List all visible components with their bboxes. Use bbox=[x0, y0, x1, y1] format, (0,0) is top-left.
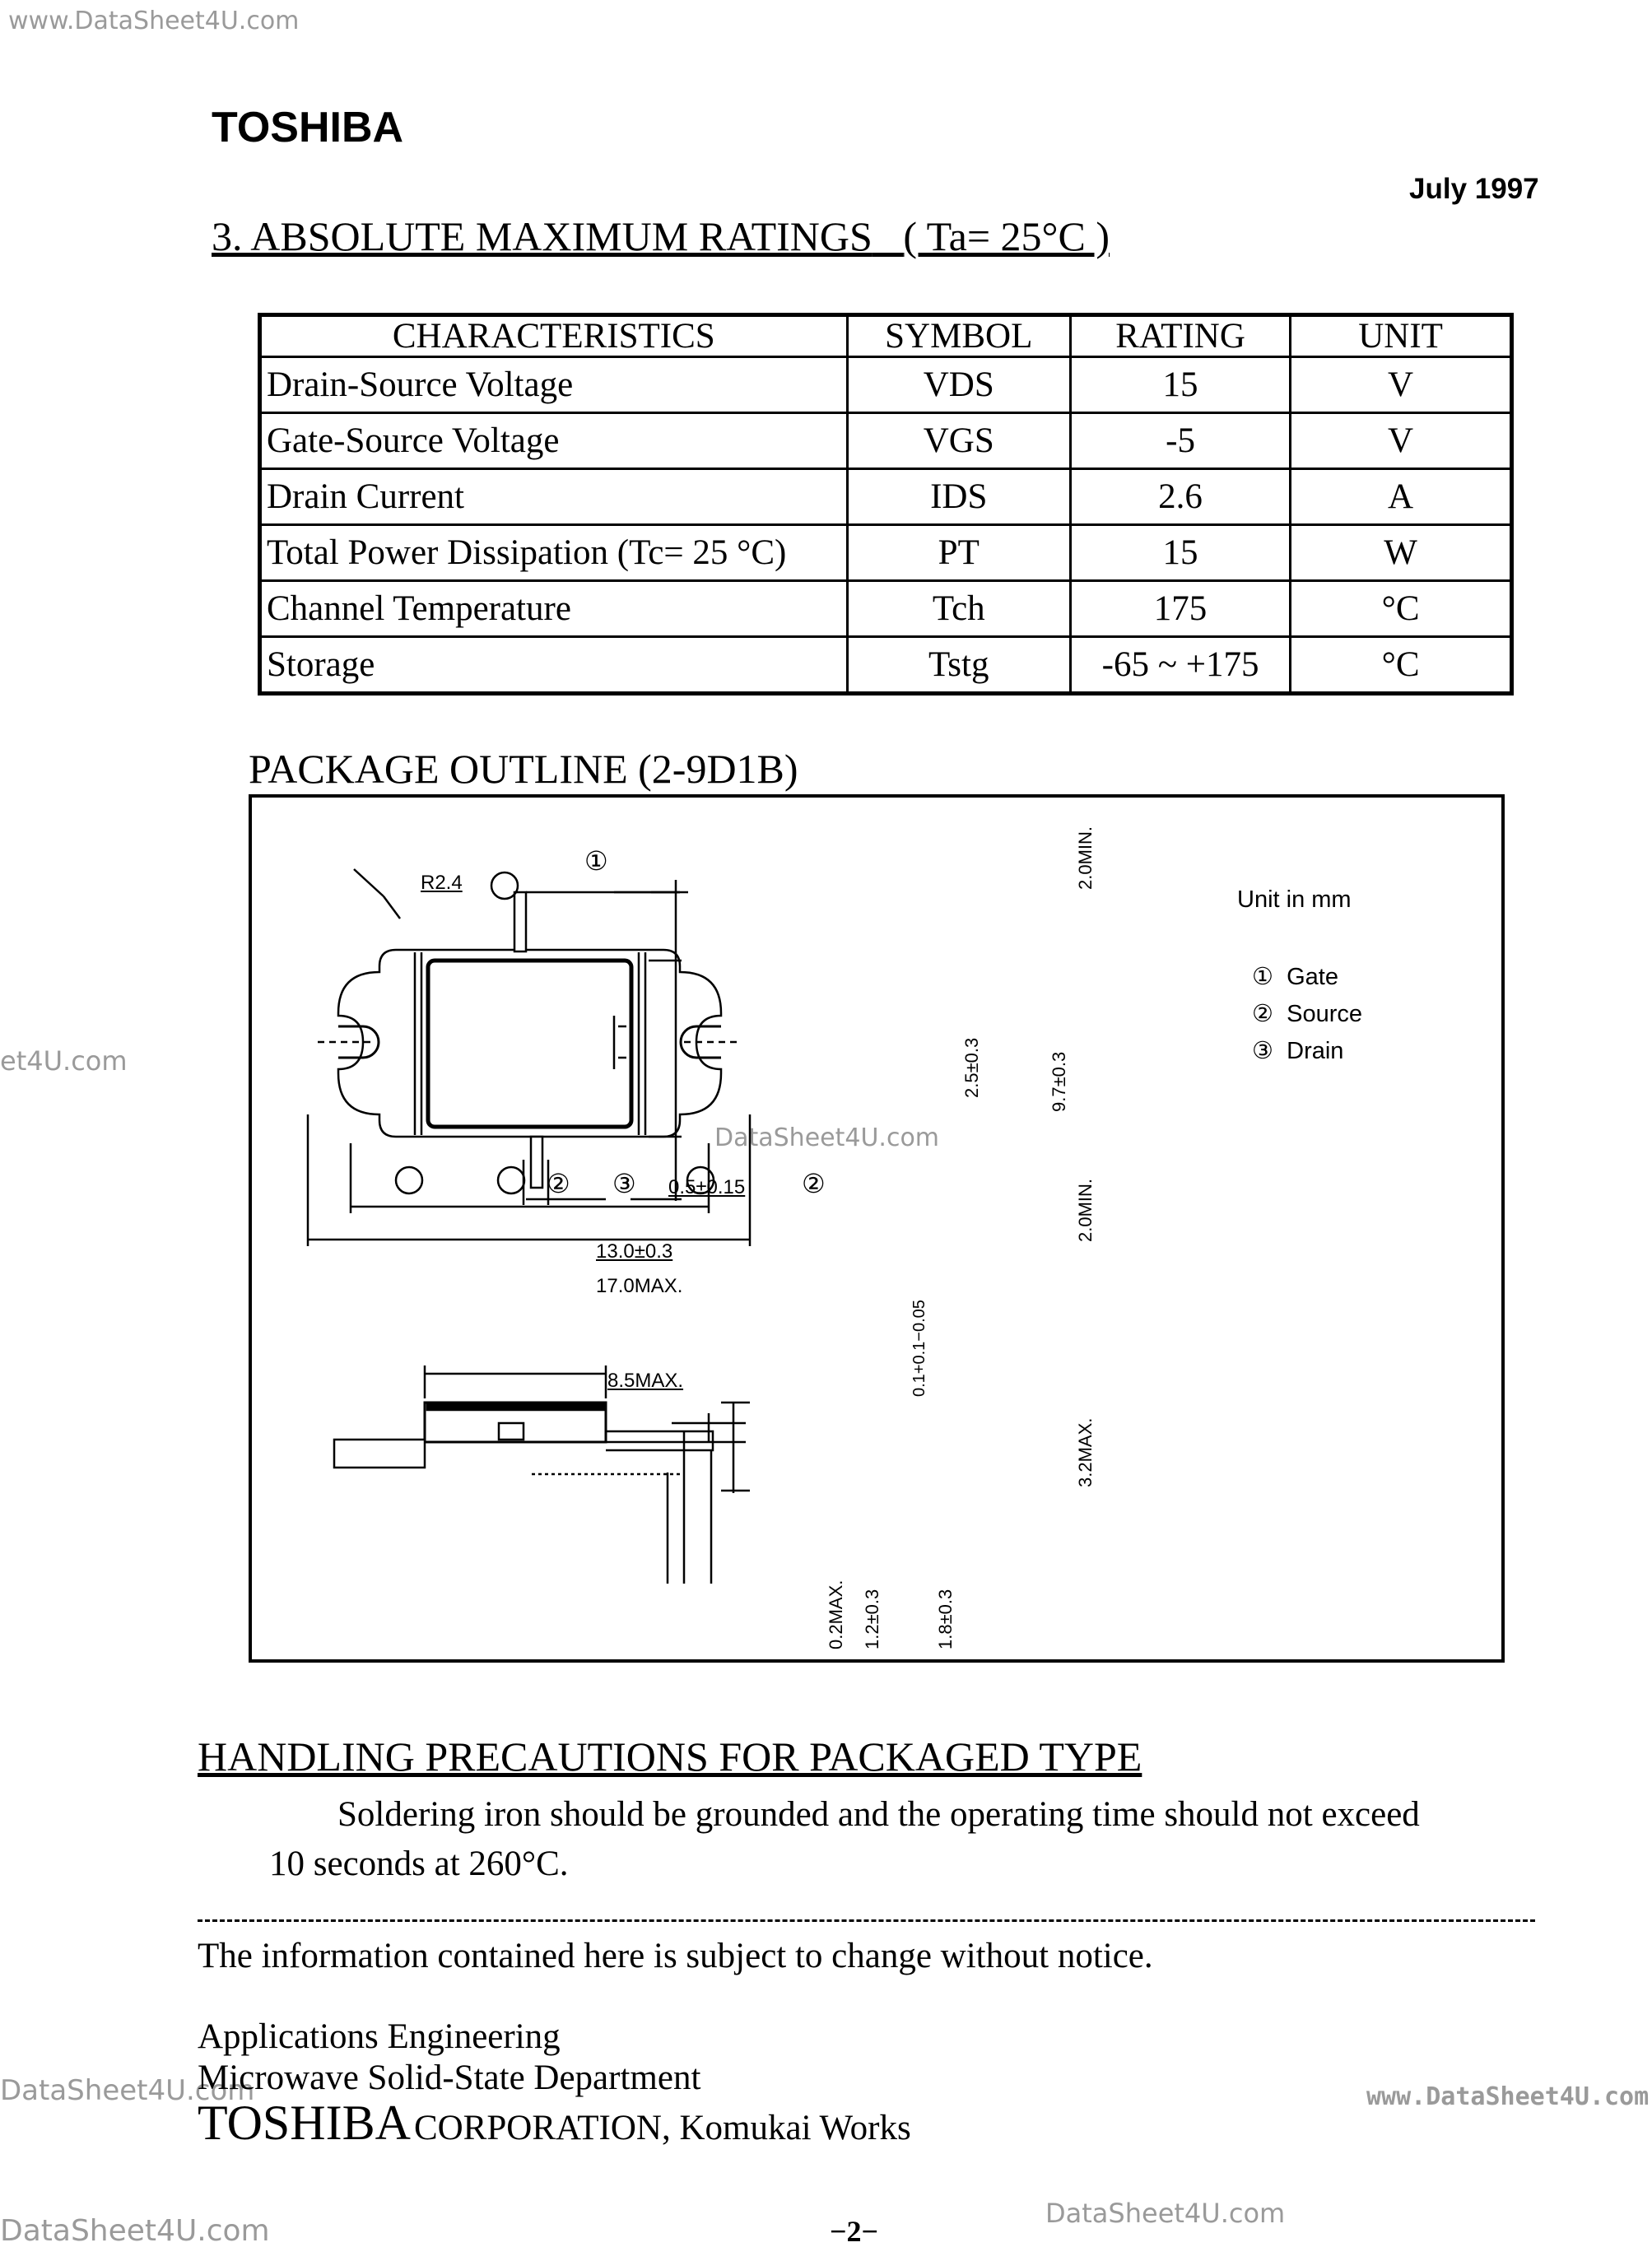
dashed-divider bbox=[198, 1919, 1535, 1922]
watermark-bottom-left: DataSheet4U.com bbox=[0, 2074, 255, 2107]
pin-marker-gate: ① bbox=[584, 846, 608, 876]
flange-outline bbox=[338, 950, 721, 1137]
handling-text-line2: 10 seconds at 260°C. bbox=[269, 1845, 569, 1883]
dim-bottom-lead-min: 2.0MIN. bbox=[1075, 1178, 1096, 1242]
legend-item-gate bbox=[1252, 962, 1338, 991]
cell-rating: -65 ~ +175 bbox=[1070, 636, 1290, 693]
dim-radius: R2.4 bbox=[421, 872, 463, 894]
legend-marker: ③ bbox=[1252, 1038, 1273, 1064]
watermark-bottom-right: www.DataSheet4U.com bbox=[1366, 2082, 1650, 2111]
drain-lead bbox=[531, 1137, 542, 1188]
watermark-center: DataSheet4U.com bbox=[714, 1124, 940, 1152]
legend-label: Source bbox=[1287, 1001, 1363, 1027]
side-cap bbox=[427, 1403, 604, 1410]
ratings-title-text: 3. ABSOLUTE MAXIMUM RATINGS bbox=[212, 213, 873, 259]
table-row bbox=[260, 357, 1512, 413]
cell-rating: 15 bbox=[1070, 357, 1290, 413]
brand-logo: TOSHIBA bbox=[212, 104, 404, 151]
table-header-row bbox=[260, 315, 1512, 357]
pin-marker-drain: ③ bbox=[612, 1169, 636, 1198]
cell-rating: 2.6 bbox=[1070, 469, 1290, 525]
dim-flange-width: 8.5MAX. bbox=[607, 1370, 684, 1392]
table-row bbox=[260, 413, 1512, 469]
dim-lead-width: 0.5±0.15 bbox=[668, 1176, 746, 1198]
package-drawing bbox=[252, 798, 1501, 1659]
handling-text-line1: Soldering iron should be grounded and the operating time should not exceed bbox=[337, 1795, 1420, 1834]
cell-unit: W bbox=[1291, 524, 1512, 580]
page-number: −2− bbox=[830, 2215, 879, 2248]
dim-top-lead-min: 2.0MIN. bbox=[1075, 826, 1096, 890]
col-header-rating: RATING bbox=[1070, 315, 1290, 357]
footer-company bbox=[198, 2095, 911, 2152]
dim-overall-length: 17.0MAX. bbox=[596, 1275, 683, 1297]
dim-total-height: 3.2MAX. bbox=[1075, 1417, 1096, 1487]
dim-body-height: 9.7±0.3 bbox=[1049, 1051, 1069, 1112]
table-row bbox=[260, 469, 1512, 525]
table-row bbox=[260, 524, 1512, 580]
dim-hole-span: 13.0±0.3 bbox=[596, 1240, 673, 1263]
package-outline-frame bbox=[249, 794, 1505, 1663]
cell-symbol: PT bbox=[847, 524, 1070, 580]
ratings-condition: ( Ta= 25°C ) bbox=[903, 213, 1110, 259]
cell-symbol: IDS bbox=[847, 469, 1070, 525]
cell-characteristic: Storage bbox=[260, 636, 848, 693]
cell-rating: 15 bbox=[1070, 524, 1290, 580]
col-header-symbol: SYMBOL bbox=[847, 315, 1070, 357]
col-header-characteristics: CHARACTERISTICS bbox=[260, 315, 848, 357]
dim-slot: 2.5±0.3 bbox=[961, 1037, 982, 1098]
dim-12: 1.2±0.3 bbox=[862, 1589, 882, 1649]
dim-18: 1.8±0.3 bbox=[935, 1589, 956, 1649]
legend-marker: ① bbox=[1252, 964, 1273, 990]
cell-rating: 175 bbox=[1070, 580, 1290, 636]
legend-label: Gate bbox=[1287, 964, 1338, 990]
cell-symbol: VGS bbox=[847, 413, 1070, 469]
device-body bbox=[428, 961, 631, 1127]
cell-characteristic: Total Power Dissipation (Tc= 25 °C) bbox=[260, 524, 848, 580]
watermark-bottom-corner: DataSheet4U.com bbox=[0, 2214, 270, 2248]
handling-title: HANDLING PRECAUTIONS FOR PACKAGED TYPE bbox=[198, 1733, 1142, 1779]
cell-characteristic: Drain-Source Voltage bbox=[260, 357, 848, 413]
ratings-title bbox=[212, 212, 1110, 260]
footer-company-rest: CORPORATION, Komukai Works bbox=[413, 2109, 911, 2147]
cell-characteristic: Drain Current bbox=[260, 469, 848, 525]
ratings-table bbox=[258, 313, 1514, 696]
notice-text: The information contained here is subject to change without notice. bbox=[198, 1937, 1153, 1975]
cell-symbol: VDS bbox=[847, 357, 1070, 413]
package-title: PACKAGE OUTLINE (2-9D1B) bbox=[249, 746, 798, 792]
cell-rating: -5 bbox=[1070, 413, 1290, 469]
legend-label: Drain bbox=[1287, 1038, 1344, 1064]
watermark-left-side: et4U.com bbox=[0, 1045, 128, 1077]
gate-lead bbox=[514, 892, 526, 951]
cell-unit: V bbox=[1291, 357, 1512, 413]
cell-unit: V bbox=[1291, 413, 1512, 469]
cell-unit: °C bbox=[1291, 580, 1512, 636]
watermark-top-left: www.DataSheet4U.com bbox=[8, 7, 300, 35]
col-header-unit: UNIT bbox=[1291, 315, 1512, 357]
legend-marker: ② bbox=[1252, 1001, 1273, 1027]
cell-symbol: Tstg bbox=[847, 636, 1070, 693]
legend-item-drain bbox=[1252, 1036, 1343, 1065]
footer-line2: Microwave Solid-State Department bbox=[198, 2059, 701, 2097]
dim-lead-thick: 0.1+0.1−0.05 bbox=[910, 1300, 928, 1397]
footer-line1: Applications Engineering bbox=[198, 2017, 561, 2056]
table-row bbox=[260, 580, 1512, 636]
footer-company-brand: TOSHIBA bbox=[198, 2096, 411, 2150]
watermark-bottom-center: DataSheet4U.com bbox=[1045, 2198, 1286, 2229]
cell-unit: A bbox=[1291, 469, 1512, 525]
cell-symbol: Tch bbox=[847, 580, 1070, 636]
legend-item-source bbox=[1252, 999, 1362, 1028]
cell-characteristic: Gate-Source Voltage bbox=[260, 413, 848, 469]
side-lead-left bbox=[334, 1440, 425, 1468]
dim-02: 0.2MAX. bbox=[826, 1579, 846, 1649]
cell-characteristic: Channel Temperature bbox=[260, 580, 848, 636]
table-row bbox=[260, 636, 1512, 693]
cell-unit: °C bbox=[1291, 636, 1512, 693]
unit-note: Unit in mm bbox=[1237, 886, 1352, 913]
pin-marker-source-right: ② bbox=[802, 1169, 826, 1198]
document-date: July 1997 bbox=[1409, 173, 1539, 205]
pin-marker-source-left: ② bbox=[547, 1169, 570, 1198]
